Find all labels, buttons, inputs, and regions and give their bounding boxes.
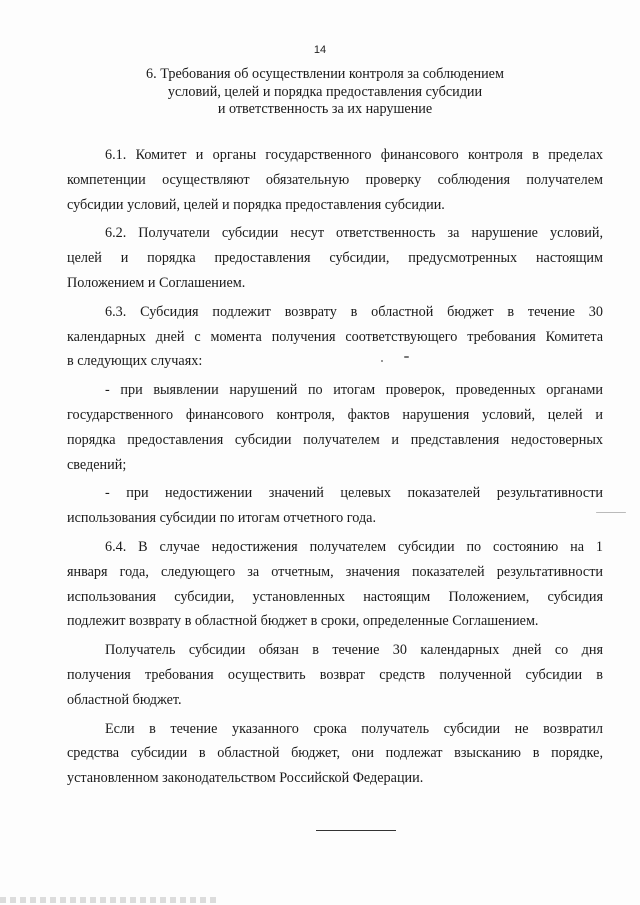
text-line: получения требования осуществить возврат средств полученной субсидии в xyxy=(67,666,603,683)
text-line: целей и порядка предоставления субсидии, предусмотренных настоящим xyxy=(67,250,603,267)
text-line: - при выявлении нарушений по итогам проверок, проведенных органами xyxy=(105,382,603,399)
text-line: Положением и Соглашением. xyxy=(67,274,246,291)
text-line: 6.2. Получатели субсидии несут ответственность за нарушение условий, xyxy=(105,225,603,242)
section-heading xyxy=(90,66,560,119)
scan-speck xyxy=(596,512,626,513)
list-item-targets xyxy=(67,481,603,531)
scan-footer-artifact xyxy=(0,897,220,903)
paragraph-6-3 xyxy=(67,300,603,374)
paragraph-refund xyxy=(67,638,603,712)
text-line: государственного финансового контроля, фактов нарушения условий, целей и xyxy=(67,406,603,423)
heading-line: условий, целей и порядка предоставления субсидии xyxy=(167,83,483,100)
text-line: 6.3. Субсидия подлежит возврату в областной бюджет в течение 30 xyxy=(105,303,603,320)
heading-line: 6. Требования об осуществлении контроля за соблюдением xyxy=(146,66,504,82)
text-line: сведений; xyxy=(67,456,127,473)
paragraph-6-4 xyxy=(67,535,603,634)
page-number: 14 xyxy=(313,44,327,56)
text-line: Получатель субсидии обязан в течение 30 календарных дней со дня xyxy=(105,642,603,659)
paragraph-6-2 xyxy=(67,221,603,295)
text-line: календарных дней с момента получения соответствующего требования Комитета xyxy=(67,328,603,345)
scan-speck xyxy=(404,356,409,358)
text-line: использования субсидии, установленных настоящим Положением, субсидия xyxy=(67,588,603,605)
paragraph-6-1 xyxy=(67,143,603,217)
text-line: установленном законодательством Российской Федерации. xyxy=(67,770,424,787)
paragraph-recovery xyxy=(67,717,603,791)
text-line: 6.1. Комитет и органы государственного финансового контроля в пределах xyxy=(105,147,603,163)
text-line: подлежит возврату в областной бюджет в сроки, определенные Соглашением. xyxy=(67,613,539,630)
text-line: использования субсидии по итогам отчетного года. xyxy=(67,510,377,527)
text-line: в следующих случаях: xyxy=(67,353,203,370)
text-line: компетенции осуществляют обязательную проверку соблюдения получателем xyxy=(67,171,603,188)
text-line: средства субсидии в областной бюджет, они подлежат взысканию в порядке, xyxy=(67,745,603,762)
text-line: 6.4. В случае недостижения получателем субсидии по состоянию на 1 xyxy=(105,538,603,555)
text-line: субсидии условий, целей и порядка предоставления субсидии. xyxy=(67,196,445,213)
end-divider xyxy=(316,830,396,831)
text-line: областной бюджет. xyxy=(67,691,182,708)
text-line: января года, следующего за отчетным, значения показателей результативности xyxy=(67,563,603,580)
document-body xyxy=(67,143,603,795)
text-line: Если в течение указанного срока получатель субсидии не возвратил xyxy=(105,720,603,737)
text-line: - при недостижении значений целевых показателей результативности xyxy=(105,485,603,502)
text-line: порядка предоставления субсидии получателем и представления недостоверных xyxy=(67,431,603,448)
list-item-violations xyxy=(67,378,603,477)
scan-speck xyxy=(381,360,383,362)
heading-line: и ответственность за их нарушение xyxy=(217,101,433,117)
